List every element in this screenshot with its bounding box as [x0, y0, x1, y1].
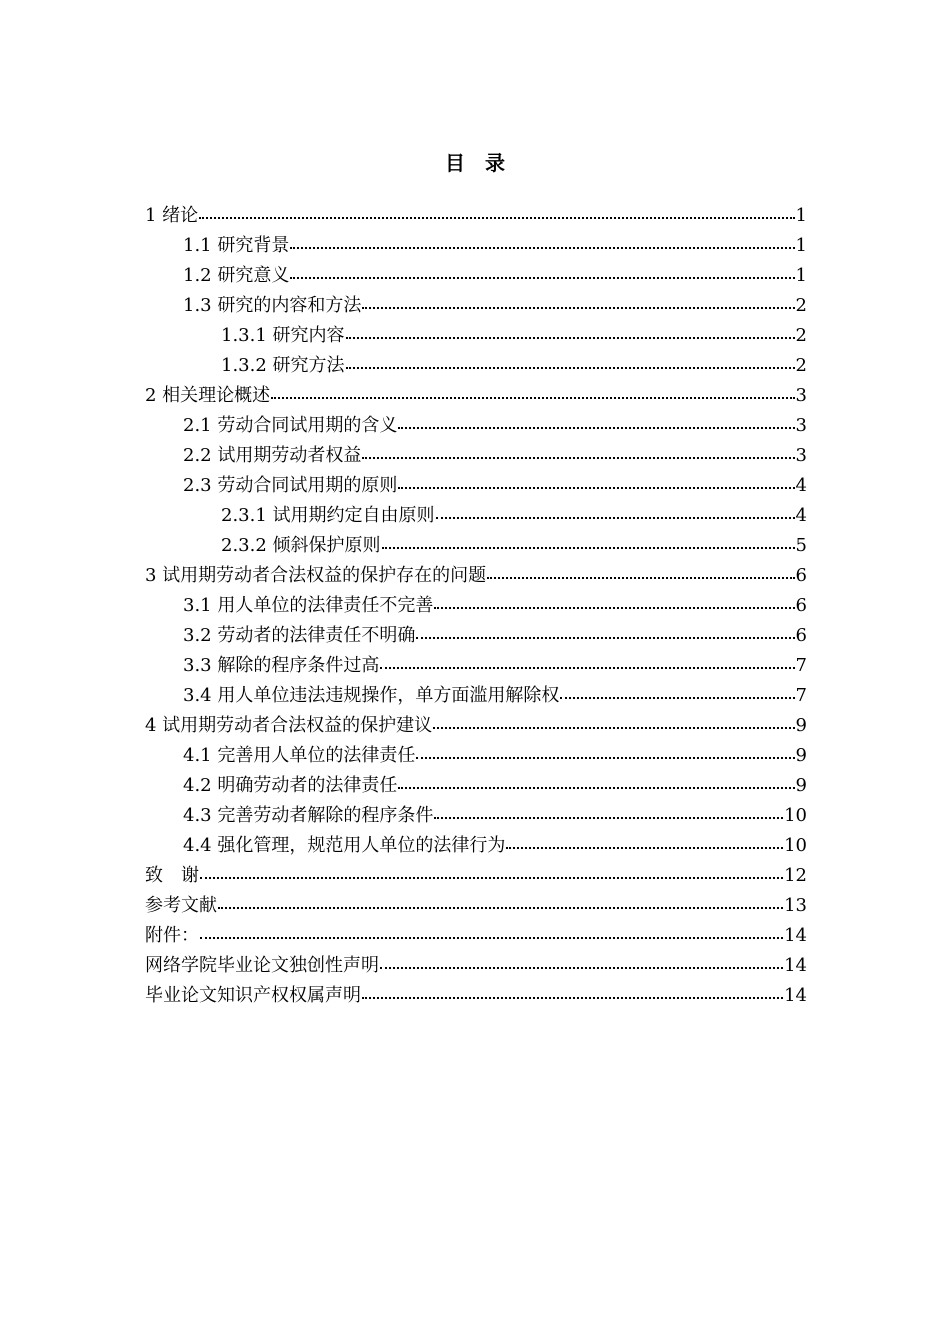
toc-entry-page-number: 1 [795, 235, 807, 256]
toc-leader-dots [199, 216, 794, 219]
toc-entry-label: 2.2 试用期劳动者权益 [183, 445, 362, 466]
toc-entry[interactable] [145, 321, 807, 351]
toc-entry-label: 1.3 研究的内容和方法 [183, 295, 362, 316]
toc-entry-page-number: 7 [795, 655, 807, 676]
toc-leader-dots [416, 756, 794, 759]
toc-leader-dots [380, 666, 794, 669]
toc-entry[interactable] [145, 501, 807, 531]
toc-leader-dots [200, 876, 783, 879]
toc-leader-dots [398, 486, 794, 489]
toc-leader-dots [380, 966, 783, 969]
toc-leader-dots [290, 246, 794, 249]
toc-entry-label: 4.2 明确劳动者的法律责任 [183, 775, 398, 796]
toc-entry-page-number: 2 [795, 295, 807, 316]
toc-leader-dots [362, 996, 783, 999]
toc-entry-page-number: 3 [795, 445, 807, 466]
toc-entry-page-number: 13 [784, 895, 807, 916]
toc-entry-label: 1.2 研究意义 [183, 265, 290, 286]
toc-leader-dots [382, 546, 795, 549]
toc-leader-dots [398, 426, 794, 429]
toc-leader-dots [346, 336, 795, 339]
toc-entry[interactable] [145, 921, 807, 951]
toc-leader-dots [362, 456, 794, 459]
toc-entry[interactable] [145, 981, 807, 1011]
toc-leader-dots [434, 606, 794, 609]
toc-entry-page-number: 10 [784, 835, 807, 856]
toc-entry-page-number: 10 [784, 805, 807, 826]
toc-entry-page-number: 9 [795, 775, 807, 796]
toc-entry-label: 2 相关理论概述 [145, 385, 271, 406]
toc-entry-label: 2.3.1 试用期约定自由原则 [221, 505, 435, 526]
toc-entry-page-number: 9 [795, 745, 807, 766]
toc-entry[interactable] [145, 651, 807, 681]
toc-entry-page-number: 12 [784, 865, 807, 886]
toc-entry-label: 2.1 劳动合同试用期的含义 [183, 415, 398, 436]
toc-leader-dots [436, 516, 795, 519]
toc-entry[interactable] [145, 441, 807, 471]
toc-entry[interactable] [145, 741, 807, 771]
toc-entry-label: 1.3.2 研究方法 [221, 355, 345, 376]
toc-leader-dots [290, 276, 794, 279]
toc-entry-page-number: 6 [795, 595, 807, 616]
toc-entry[interactable] [145, 951, 807, 981]
toc-entry[interactable] [145, 771, 807, 801]
table-of-contents [145, 201, 807, 1011]
toc-entry-label: 4.4 强化管理，规范用人单位的法律行为 [183, 835, 506, 856]
toc-entry-page-number: 6 [795, 625, 807, 646]
toc-entry[interactable] [145, 891, 807, 921]
toc-entry-label: 1.1 研究背景 [183, 235, 290, 256]
toc-entry-page-number: 2 [795, 355, 807, 376]
toc-entry-label: 致 谢 [145, 865, 199, 886]
toc-entry-page-number: 3 [795, 385, 807, 406]
toc-entry-label: 4.3 完善劳动者解除的程序条件 [183, 805, 434, 826]
toc-entry-label: 网络学院毕业论文独创性声明 [145, 955, 379, 976]
toc-entry[interactable] [145, 831, 807, 861]
toc-entry[interactable] [145, 591, 807, 621]
toc-entry-label: 2.3.2 倾斜保护原则 [221, 535, 381, 556]
toc-leader-dots [218, 906, 783, 909]
toc-leader-dots [487, 576, 794, 579]
toc-entry-label: 2.3 劳动合同试用期的原则 [183, 475, 398, 496]
toc-entry-label: 3.2 劳动者的法律责任不明确 [183, 625, 416, 646]
toc-entry[interactable] [145, 711, 807, 741]
toc-entry-label: 4 试用期劳动者合法权益的保护建议 [145, 715, 433, 736]
toc-entry[interactable] [145, 411, 807, 441]
toc-entry-label: 1.3.1 研究内容 [221, 325, 345, 346]
toc-entry[interactable] [145, 531, 807, 561]
toc-leader-dots [398, 786, 794, 789]
toc-leader-dots [200, 936, 783, 939]
toc-entry-page-number: 4 [795, 475, 807, 496]
toc-entry[interactable] [145, 621, 807, 651]
toc-entry-page-number: 4 [795, 505, 807, 526]
toc-entry-page-number: 2 [795, 325, 807, 346]
toc-leader-dots [560, 696, 794, 699]
toc-entry-page-number: 5 [795, 535, 807, 556]
toc-entry-page-number: 6 [795, 565, 807, 586]
toc-entry[interactable] [145, 261, 807, 291]
toc-entry-page-number: 9 [795, 715, 807, 736]
toc-entry[interactable] [145, 351, 807, 381]
toc-entry[interactable] [145, 681, 807, 711]
toc-leader-dots [346, 366, 795, 369]
toc-entry-label: 附件： [145, 925, 199, 946]
toc-entry-page-number: 1 [795, 265, 807, 286]
toc-leader-dots [271, 396, 794, 399]
toc-entry-label: 参考文献 [145, 895, 217, 916]
toc-entry[interactable] [145, 801, 807, 831]
toc-entry[interactable] [145, 201, 807, 231]
toc-entry-page-number: 1 [795, 205, 807, 226]
toc-entry-page-number: 14 [784, 955, 807, 976]
toc-leader-dots [416, 636, 794, 639]
toc-entry[interactable] [145, 291, 807, 321]
toc-entry-label: 3.4 用人单位违法违规操作，单方面滥用解除权 [183, 685, 560, 706]
toc-entry-page-number: 14 [784, 985, 807, 1006]
toc-entry-page-number: 14 [784, 925, 807, 946]
toc-entry-label: 3 试用期劳动者合法权益的保护存在的问题 [145, 565, 487, 586]
toc-entry[interactable] [145, 471, 807, 501]
toc-leader-dots [362, 306, 794, 309]
toc-entry-label: 1 绪论 [145, 205, 199, 226]
toc-entry-label: 4.1 完善用人单位的法律责任 [183, 745, 416, 766]
toc-entry[interactable] [145, 561, 807, 591]
toc-leader-dots [434, 816, 783, 819]
toc-entry-label: 3.1 用人单位的法律责任不完善 [183, 595, 434, 616]
toc-entry[interactable] [145, 861, 807, 891]
toc-entry[interactable] [145, 381, 807, 411]
toc-entry-page-number: 3 [795, 415, 807, 436]
toc-entry-page-number: 7 [795, 685, 807, 706]
toc-entry-label: 毕业论文知识产权权属声明 [145, 985, 361, 1006]
toc-leader-dots [433, 726, 794, 729]
toc-leader-dots [506, 846, 783, 849]
toc-title: 目 录 [445, 151, 505, 175]
toc-entry-label: 3.3 解除的程序条件过高 [183, 655, 380, 676]
toc-entry[interactable] [145, 231, 807, 261]
